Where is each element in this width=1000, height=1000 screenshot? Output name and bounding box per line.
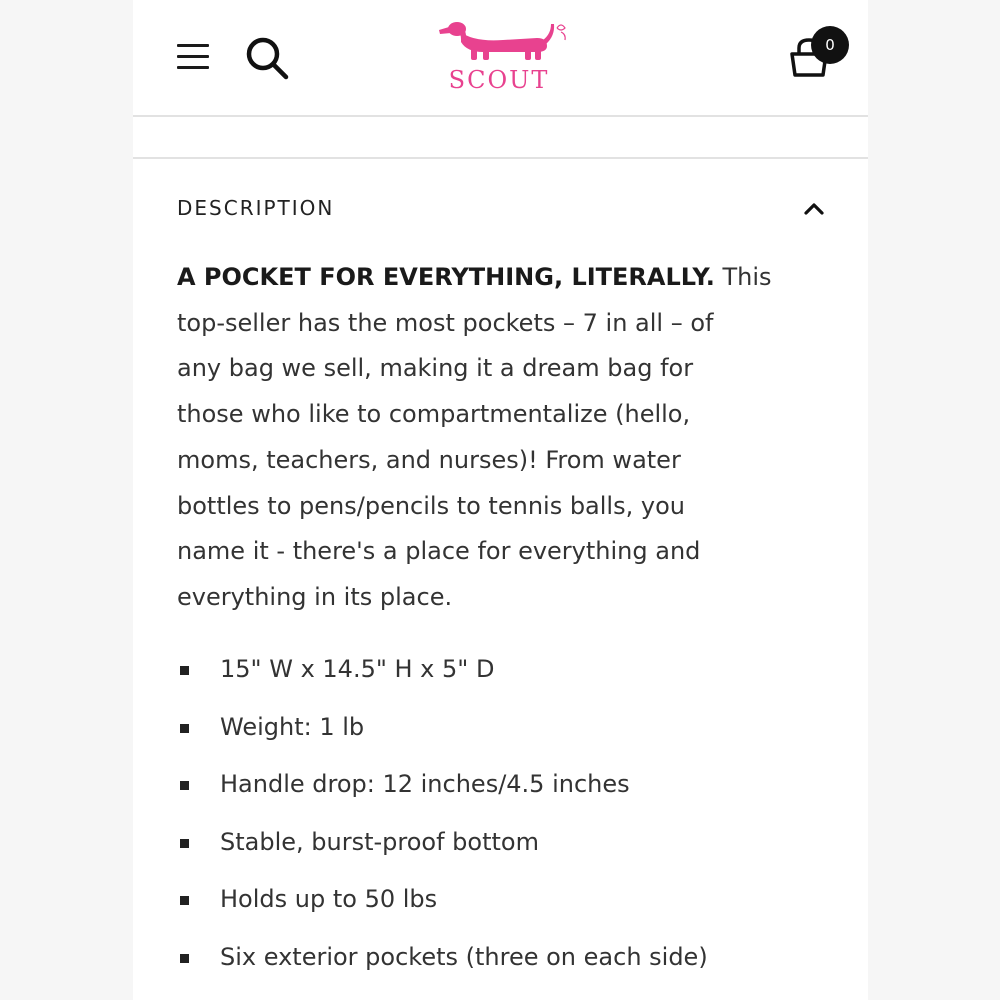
logo-wordmark: SCOUT bbox=[448, 66, 550, 94]
bullet bbox=[180, 896, 189, 905]
spec-text: Handle drop: 12 inches/4.5 inches bbox=[220, 770, 630, 799]
bullet bbox=[180, 666, 189, 675]
spec-item bbox=[177, 766, 827, 824]
search-icon bbox=[243, 34, 291, 82]
bullet bbox=[180, 954, 189, 963]
bullet bbox=[180, 724, 189, 733]
search-button[interactable] bbox=[243, 34, 291, 82]
bullet bbox=[180, 781, 189, 790]
menu-button[interactable] bbox=[175, 40, 211, 72]
spec-list bbox=[177, 651, 827, 997]
description-lead: A POCKET FOR EVERYTHING, LITERALLY. bbox=[177, 263, 715, 291]
divider bbox=[133, 157, 868, 159]
description-line: name it - there's a place for everything and bbox=[177, 537, 701, 566]
spec-item bbox=[177, 709, 827, 767]
spec-item bbox=[177, 651, 827, 709]
bullet bbox=[180, 839, 189, 848]
description-line: any bag we sell, making it a dream bag for bbox=[177, 354, 694, 383]
spec-text: Stable, burst-proof bottom bbox=[220, 827, 539, 856]
spec-text: Holds up to 50 lbs bbox=[220, 885, 438, 914]
description-toggle[interactable] bbox=[177, 186, 827, 230]
section-title: DESCRIPTION bbox=[177, 196, 335, 220]
description-text bbox=[177, 255, 827, 621]
dachshund-dog-icon bbox=[433, 18, 573, 64]
spec-text: 15" W x 14.5" H x 5" D bbox=[220, 655, 495, 683]
description-line: those who like to compartmentalize (hello, bbox=[177, 400, 691, 429]
description-line: moms, teachers, and nurses)! From water bbox=[177, 445, 681, 474]
menu-bar bbox=[177, 44, 209, 47]
spec-text: Six exterior pockets (three on each side) bbox=[220, 942, 708, 971]
site-header bbox=[133, 0, 868, 117]
mobile-page bbox=[133, 0, 868, 1000]
description-line: bottles to pens/pencils to tennis balls, you bbox=[177, 491, 685, 520]
spec-text: Weight: 1 lb bbox=[220, 712, 365, 741]
spec-item bbox=[177, 881, 827, 939]
menu-bar bbox=[177, 66, 209, 69]
chevron-up-icon bbox=[803, 200, 825, 216]
cart-count-badge: 0 bbox=[811, 26, 849, 64]
description-line: everything in its place. bbox=[177, 582, 453, 611]
description-line: This bbox=[714, 263, 772, 291]
cart-button[interactable] bbox=[783, 24, 853, 84]
spec-item bbox=[177, 824, 827, 882]
menu-bar bbox=[177, 55, 209, 58]
scout-logo[interactable] bbox=[423, 18, 583, 98]
spec-item bbox=[177, 939, 827, 997]
description-line: top-seller has the most pockets – 7 in all – of bbox=[177, 308, 714, 337]
